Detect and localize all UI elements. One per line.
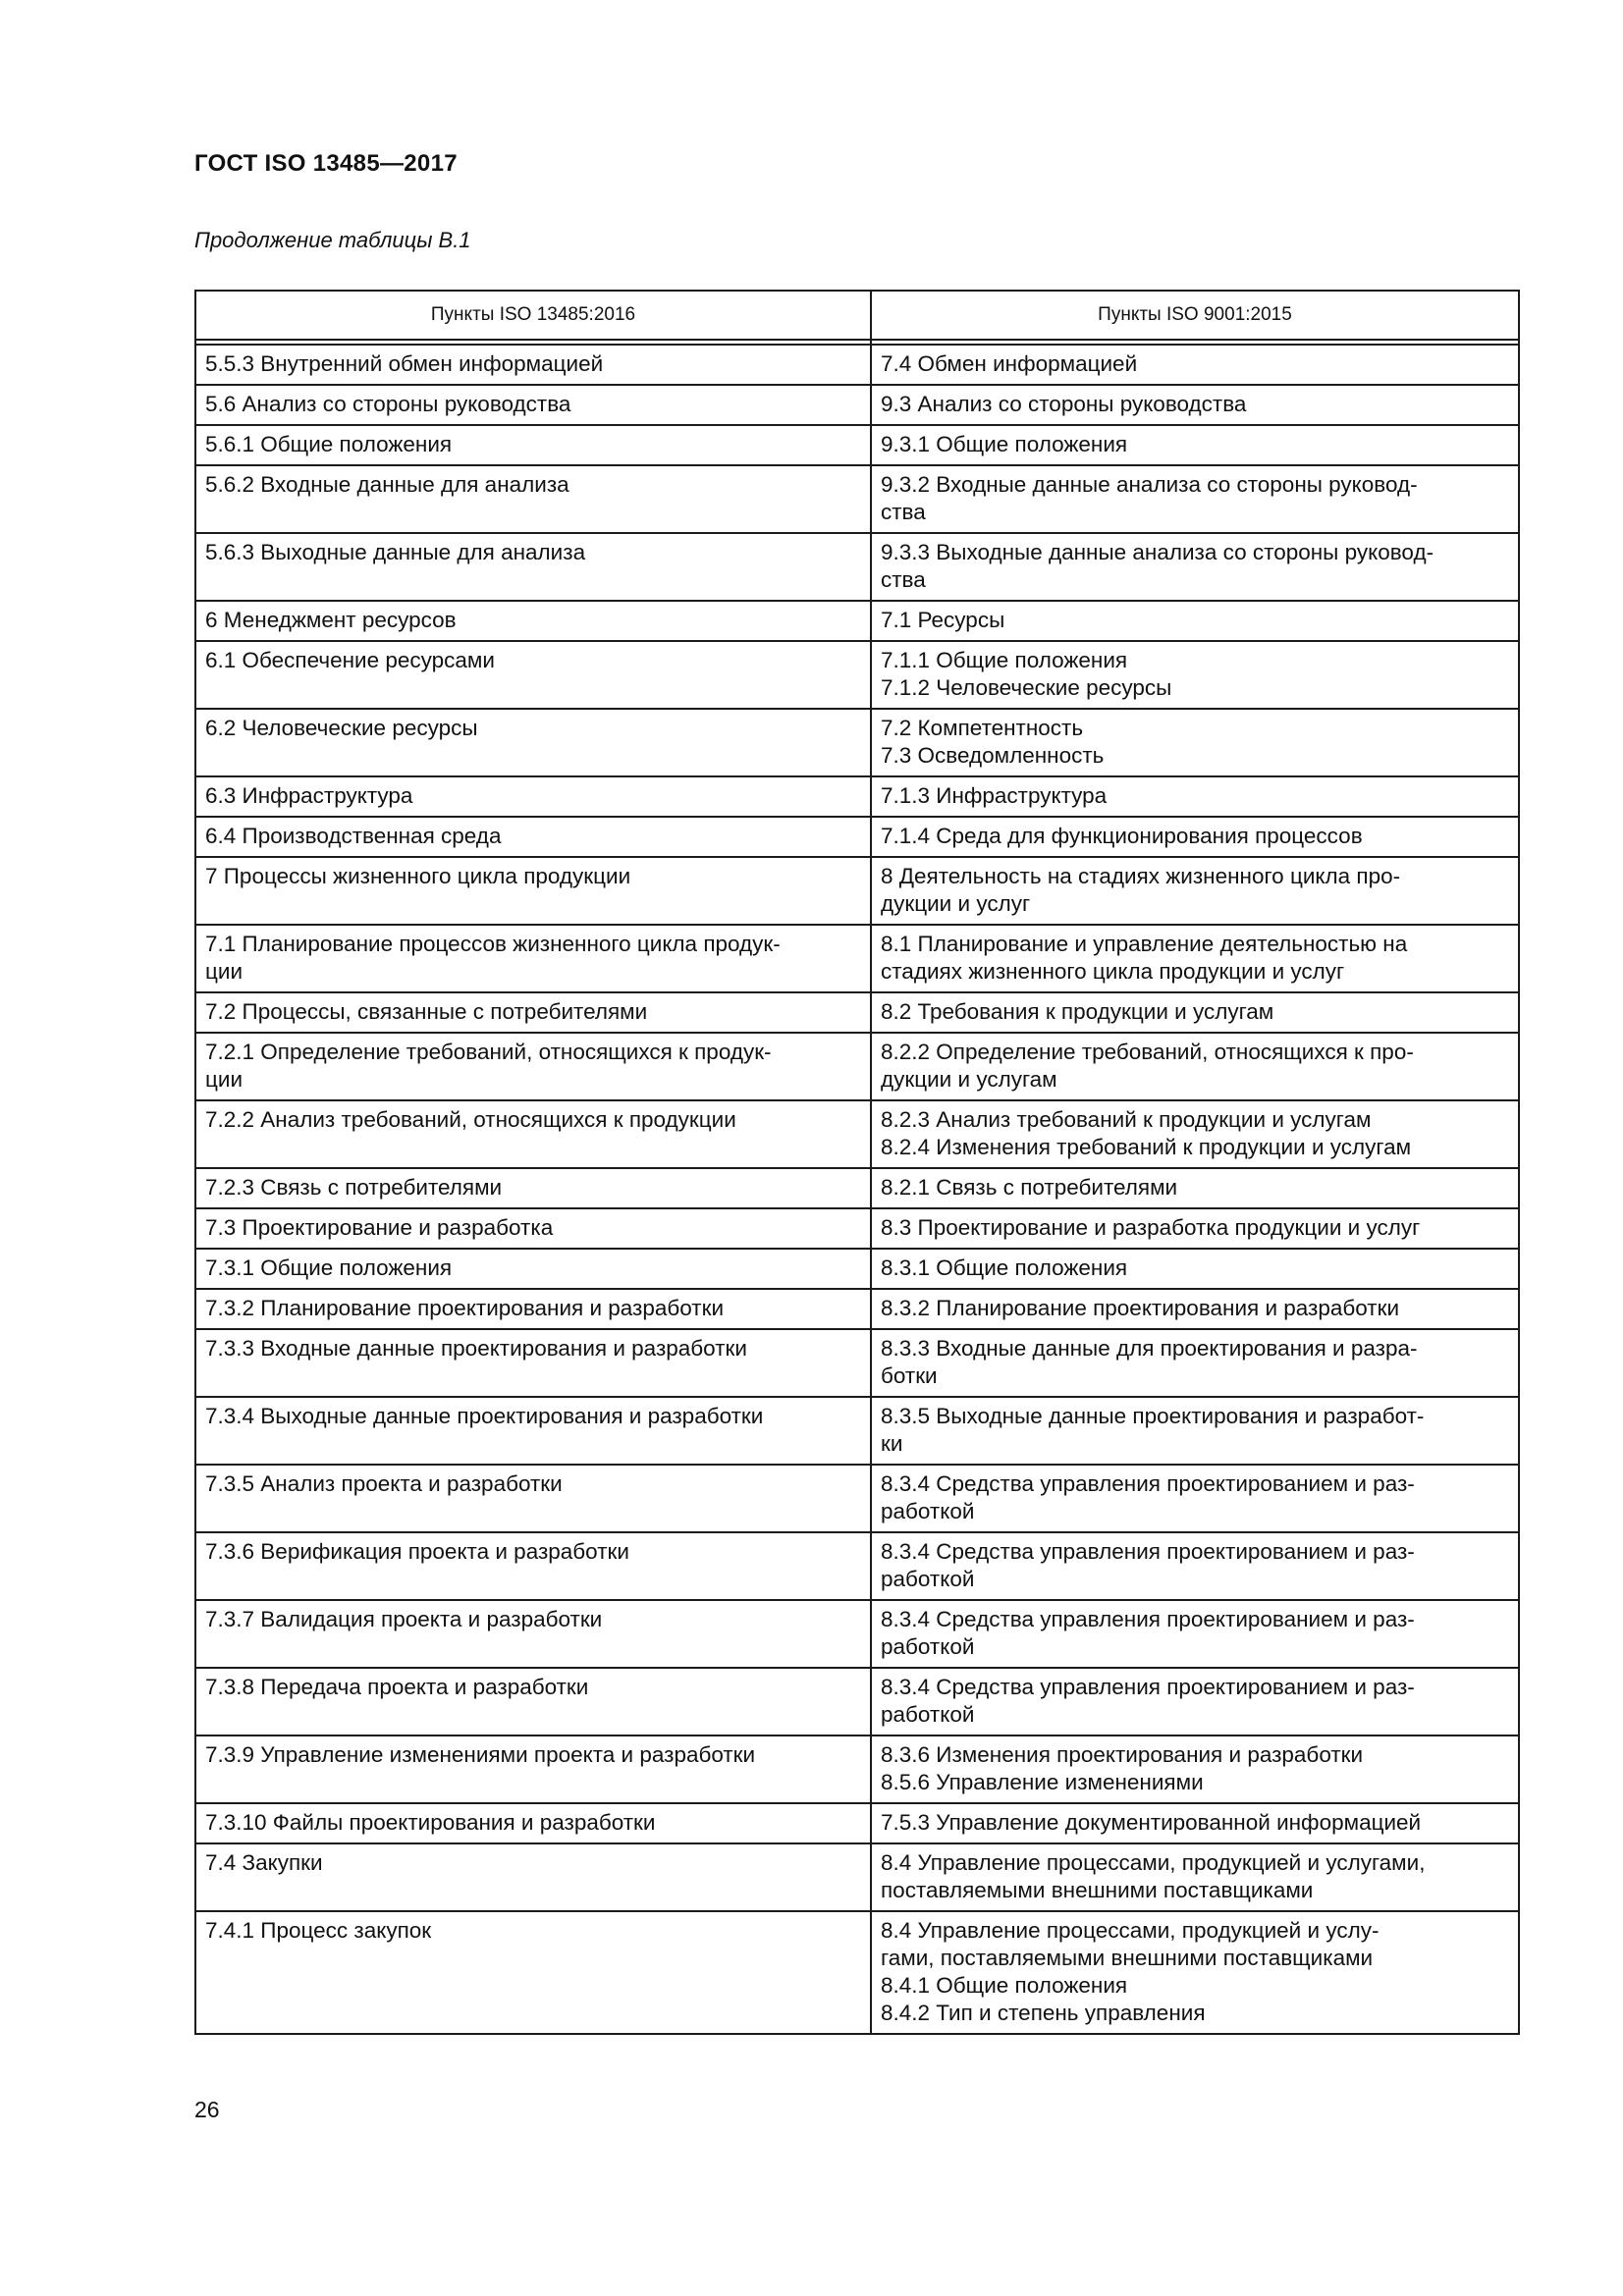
table-body xyxy=(195,345,1519,2034)
clause-text-line: 7.1.3 Инфраструктура xyxy=(881,783,1108,808)
table-row xyxy=(195,1168,1519,1208)
iso13485-clause-cell xyxy=(195,1100,871,1168)
clause-text-line: 8.3.3 Входные данные для проектирования и разра- xyxy=(881,1336,1418,1361)
clause-text-line: 7.3.7 Валидация проекта и разработки xyxy=(205,1607,603,1631)
iso13485-clause-cell xyxy=(195,1465,871,1532)
clause-text-line: 7.3.8 Передача проекта и разработки xyxy=(205,1675,589,1699)
clause-text-line: 7.3.10 Файлы проектирования и разработки xyxy=(205,1810,656,1835)
clause-text-line: 7 Процессы жизненного цикла продукции xyxy=(205,864,631,888)
iso9001-clause-cell xyxy=(871,1329,1519,1397)
clause-text-line: работкой xyxy=(881,1702,975,1727)
clause-text-line: 7.3.2 Планирование проектирования и разработки xyxy=(205,1296,725,1320)
table-row xyxy=(195,1397,1519,1465)
clause-text-line: 7.1.4 Среда для функционирования процессов xyxy=(881,824,1363,848)
iso9001-clause-cell xyxy=(871,1803,1519,1843)
iso9001-clause-cell xyxy=(871,1397,1519,1465)
clause-text-line: 5.6.2 Входные данные для анализа xyxy=(205,472,569,497)
iso13485-clause-cell xyxy=(195,1532,871,1600)
clause-text-line: 7.3.6 Верификация проекта и разработки xyxy=(205,1539,629,1564)
clause-text-line: 7.2.2 Анализ требований, относящихся к продукции xyxy=(205,1107,736,1132)
clause-text-line: работкой xyxy=(881,1499,975,1523)
clause-text-line: 8.2.3 Анализ требований к продукции и услугам xyxy=(881,1107,1372,1132)
iso9001-clause-cell xyxy=(871,465,1519,533)
table-row xyxy=(195,1208,1519,1249)
clause-text-line: 8.4.1 Общие положения xyxy=(881,1973,1128,1998)
clause-text-line: работкой xyxy=(881,1567,975,1591)
iso13485-clause-cell xyxy=(195,1249,871,1289)
table-row xyxy=(195,1465,1519,1532)
iso13485-clause-cell xyxy=(195,641,871,709)
clause-text-line: 8.3 Проектирование и разработка продукции и услуг xyxy=(881,1215,1421,1240)
iso13485-clause-cell xyxy=(195,1843,871,1911)
table-row xyxy=(195,1100,1519,1168)
clause-text-line: 8.4 Управление процессами, продукцией и услугами, xyxy=(881,1850,1426,1875)
clause-text-line: 7.1.1 Общие положения xyxy=(881,648,1128,672)
table-row xyxy=(195,1289,1519,1329)
clause-text-line: 8 Деятельность на стадиях жизненного цикла про- xyxy=(881,864,1401,888)
iso9001-clause-cell xyxy=(871,1168,1519,1208)
comparison-table xyxy=(194,290,1520,2035)
iso13485-clause-cell xyxy=(195,1911,871,2034)
clause-text-line: 9.3.3 Выходные данные анализа со стороны руковод- xyxy=(881,540,1434,564)
clause-text-line: дукции и услугам xyxy=(881,1067,1057,1092)
table-row xyxy=(195,776,1519,817)
iso9001-clause-cell xyxy=(871,857,1519,925)
clause-text-line: гами, поставляемыми внешними поставщиками xyxy=(881,1946,1374,1970)
iso13485-clause-cell xyxy=(195,1033,871,1100)
clause-text-line: 8.1 Планирование и управление деятельностью на xyxy=(881,932,1408,956)
clause-text-line: 7.3 Проектирование и разработка xyxy=(205,1215,554,1240)
iso9001-clause-cell xyxy=(871,601,1519,641)
iso9001-clause-cell xyxy=(871,925,1519,992)
clause-text-line: дукции и услуг xyxy=(881,891,1031,916)
iso13485-clause-cell xyxy=(195,1668,871,1735)
iso13485-clause-cell xyxy=(195,1168,871,1208)
clause-text-line: 5.6.1 Общие положения xyxy=(205,432,453,456)
clause-text-line: работкой xyxy=(881,1634,975,1659)
column-header-iso9001: Пункты ISO 9001:2015 xyxy=(871,291,1519,340)
iso13485-clause-cell xyxy=(195,817,871,857)
iso13485-clause-cell xyxy=(195,992,871,1033)
iso13485-clause-cell xyxy=(195,601,871,641)
clause-text-line: 5.5.3 Внутренний обмен информацией xyxy=(205,351,604,376)
iso9001-clause-cell xyxy=(871,1100,1519,1168)
iso9001-clause-cell xyxy=(871,1600,1519,1668)
clause-text-line: 7.3.3 Входные данные проектирования и разработки xyxy=(205,1336,747,1361)
clause-text-line: 7.4 Закупки xyxy=(205,1850,323,1875)
clause-text-line: 6.3 Инфраструктура xyxy=(205,783,413,808)
clause-text-line: 8.3.4 Средства управления проектированием и раз- xyxy=(881,1539,1415,1564)
iso9001-clause-cell xyxy=(871,1668,1519,1735)
clause-text-line: 8.2.1 Связь с потребителями xyxy=(881,1175,1178,1200)
document-header: ГОСТ ISO 13485—2017 xyxy=(194,150,458,177)
iso9001-clause-cell xyxy=(871,776,1519,817)
table-row xyxy=(195,601,1519,641)
table-row xyxy=(195,1843,1519,1911)
iso9001-clause-cell xyxy=(871,1249,1519,1289)
iso13485-clause-cell xyxy=(195,533,871,601)
iso9001-clause-cell xyxy=(871,345,1519,385)
iso9001-clause-cell xyxy=(871,992,1519,1033)
table-row xyxy=(195,1033,1519,1100)
table-row xyxy=(195,385,1519,425)
clause-text-line: 8.4.2 Тип и степень управления xyxy=(881,2001,1206,2025)
clause-text-line: 7.2 Компетентность xyxy=(881,716,1084,740)
clause-text-line: 7.3.4 Выходные данные проектирования и разработки xyxy=(205,1404,764,1428)
iso13485-clause-cell xyxy=(195,385,871,425)
table-row xyxy=(195,1735,1519,1803)
iso13485-clause-cell xyxy=(195,465,871,533)
iso9001-clause-cell xyxy=(871,1911,1519,2034)
clause-text-line: 7.3 Осведомленность xyxy=(881,743,1105,768)
table-row xyxy=(195,709,1519,776)
table-row xyxy=(195,1803,1519,1843)
clause-text-line: 8.2.4 Изменения требований к продукции и услугам xyxy=(881,1135,1412,1159)
table-row xyxy=(195,1249,1519,1289)
clause-text-line: 8.2.2 Определение требований, относящихся к про- xyxy=(881,1040,1414,1064)
clause-text-line: ства xyxy=(881,500,926,524)
iso9001-clause-cell xyxy=(871,1289,1519,1329)
clause-text-line: 6.4 Производственная среда xyxy=(205,824,502,848)
clause-text-line: 8.5.6 Управление изменениями xyxy=(881,1770,1204,1794)
clause-text-line: 5.6.3 Выходные данные для анализа xyxy=(205,540,586,564)
iso9001-clause-cell xyxy=(871,1465,1519,1532)
clause-text-line: 6 Менеджмент ресурсов xyxy=(205,608,457,632)
iso13485-clause-cell xyxy=(195,1289,871,1329)
iso9001-clause-cell xyxy=(871,1735,1519,1803)
clause-text-line: 7.3.5 Анализ проекта и разработки xyxy=(205,1471,563,1496)
clause-text-line: 7.3.1 Общие положения xyxy=(205,1255,453,1280)
clause-text-line: 7.2.1 Определение требований, относящихся к продук- xyxy=(205,1040,772,1064)
iso13485-clause-cell xyxy=(195,1397,871,1465)
clause-text-line: 7.4.1 Процесс закупок xyxy=(205,1918,432,1943)
table-row xyxy=(195,1600,1519,1668)
table-row xyxy=(195,425,1519,465)
iso9001-clause-cell xyxy=(871,1033,1519,1100)
iso9001-clause-cell xyxy=(871,533,1519,601)
table-row xyxy=(195,641,1519,709)
iso9001-clause-cell xyxy=(871,709,1519,776)
table-row xyxy=(195,345,1519,385)
clause-text-line: стадиях жизненного цикла продукции и услуг xyxy=(881,959,1345,984)
iso9001-clause-cell xyxy=(871,1532,1519,1600)
iso13485-clause-cell xyxy=(195,857,871,925)
iso9001-clause-cell xyxy=(871,817,1519,857)
clause-text-line: 7.5.3 Управление документированной информацией xyxy=(881,1810,1422,1835)
clause-text-line: ства xyxy=(881,567,926,592)
clause-text-line: 8.4 Управление процессами, продукцией и услу- xyxy=(881,1918,1380,1943)
iso13485-clause-cell xyxy=(195,776,871,817)
clause-text-line: 8.3.4 Средства управления проектированием и раз- xyxy=(881,1471,1415,1496)
clause-text-line: 7.1.2 Человеческие ресурсы xyxy=(881,675,1172,700)
table-row xyxy=(195,1668,1519,1735)
iso13485-clause-cell xyxy=(195,1208,871,1249)
clause-text-line: ки xyxy=(881,1431,903,1456)
clause-text-line: 6.1 Обеспечение ресурсами xyxy=(205,648,495,672)
comparison-table-container xyxy=(194,290,1518,2035)
clause-text-line: 6.2 Человеческие ресурсы xyxy=(205,716,478,740)
table-row xyxy=(195,533,1519,601)
table-row xyxy=(195,925,1519,992)
iso13485-clause-cell xyxy=(195,425,871,465)
clause-text-line: поставляемыми внешними поставщиками xyxy=(881,1878,1314,1902)
clause-text-line: 8.2 Требования к продукции и услугам xyxy=(881,999,1274,1024)
iso13485-clause-cell xyxy=(195,709,871,776)
clause-text-line: 7.4 Обмен информацией xyxy=(881,351,1138,376)
iso13485-clause-cell xyxy=(195,1329,871,1397)
iso9001-clause-cell xyxy=(871,1843,1519,1911)
iso9001-clause-cell xyxy=(871,641,1519,709)
clause-text-line: 9.3.1 Общие положения xyxy=(881,432,1128,456)
clause-text-line: 8.3.4 Средства управления проектированием и раз- xyxy=(881,1607,1415,1631)
column-header-iso13485: Пункты ISO 13485:2016 xyxy=(195,291,871,340)
table-row xyxy=(195,857,1519,925)
clause-text-line: 9.3 Анализ со стороны руководства xyxy=(881,392,1247,416)
clause-text-line: ции xyxy=(205,959,243,984)
iso13485-clause-cell xyxy=(195,1600,871,1668)
clause-text-line: 5.6 Анализ со стороны руководства xyxy=(205,392,571,416)
iso13485-clause-cell xyxy=(195,1735,871,1803)
clause-text-line: 7.1 Ресурсы xyxy=(881,608,1005,632)
clause-text-line: 7.2.3 Связь с потребителями xyxy=(205,1175,503,1200)
table-row xyxy=(195,465,1519,533)
table-row xyxy=(195,817,1519,857)
page-number: 26 xyxy=(194,2097,220,2122)
iso13485-clause-cell xyxy=(195,925,871,992)
table-header-row xyxy=(195,291,1519,340)
clause-text-line: 8.3.2 Планирование проектирования и разработки xyxy=(881,1296,1400,1320)
table-row xyxy=(195,1532,1519,1600)
iso13485-clause-cell xyxy=(195,1803,871,1843)
clause-text-line: 8.3.4 Средства управления проектированием и раз- xyxy=(881,1675,1415,1699)
clause-text-line: ции xyxy=(205,1067,243,1092)
iso9001-clause-cell xyxy=(871,1208,1519,1249)
clause-text-line: 8.3.6 Изменения проектирования и разработки xyxy=(881,1742,1364,1767)
clause-text-line: 8.3.5 Выходные данные проектирования и разработ- xyxy=(881,1404,1425,1428)
clause-text-line: 7.1 Планирование процессов жизненного цикла продук- xyxy=(205,932,781,956)
table-row xyxy=(195,992,1519,1033)
clause-text-line: 7.3.9 Управление изменениями проекта и разработки xyxy=(205,1742,756,1767)
clause-text-line: 7.2 Процессы, связанные с потребителями xyxy=(205,999,648,1024)
iso13485-clause-cell xyxy=(195,345,871,385)
iso9001-clause-cell xyxy=(871,385,1519,425)
clause-text-line: 8.3.1 Общие положения xyxy=(881,1255,1128,1280)
iso9001-clause-cell xyxy=(871,425,1519,465)
clause-text-line: 9.3.2 Входные данные анализа со стороны руковод- xyxy=(881,472,1418,497)
clause-text-line: ботки xyxy=(881,1363,938,1388)
table-caption: Продолжение таблицы В.1 xyxy=(194,228,471,252)
table-row xyxy=(195,1329,1519,1397)
table-row xyxy=(195,1911,1519,2034)
